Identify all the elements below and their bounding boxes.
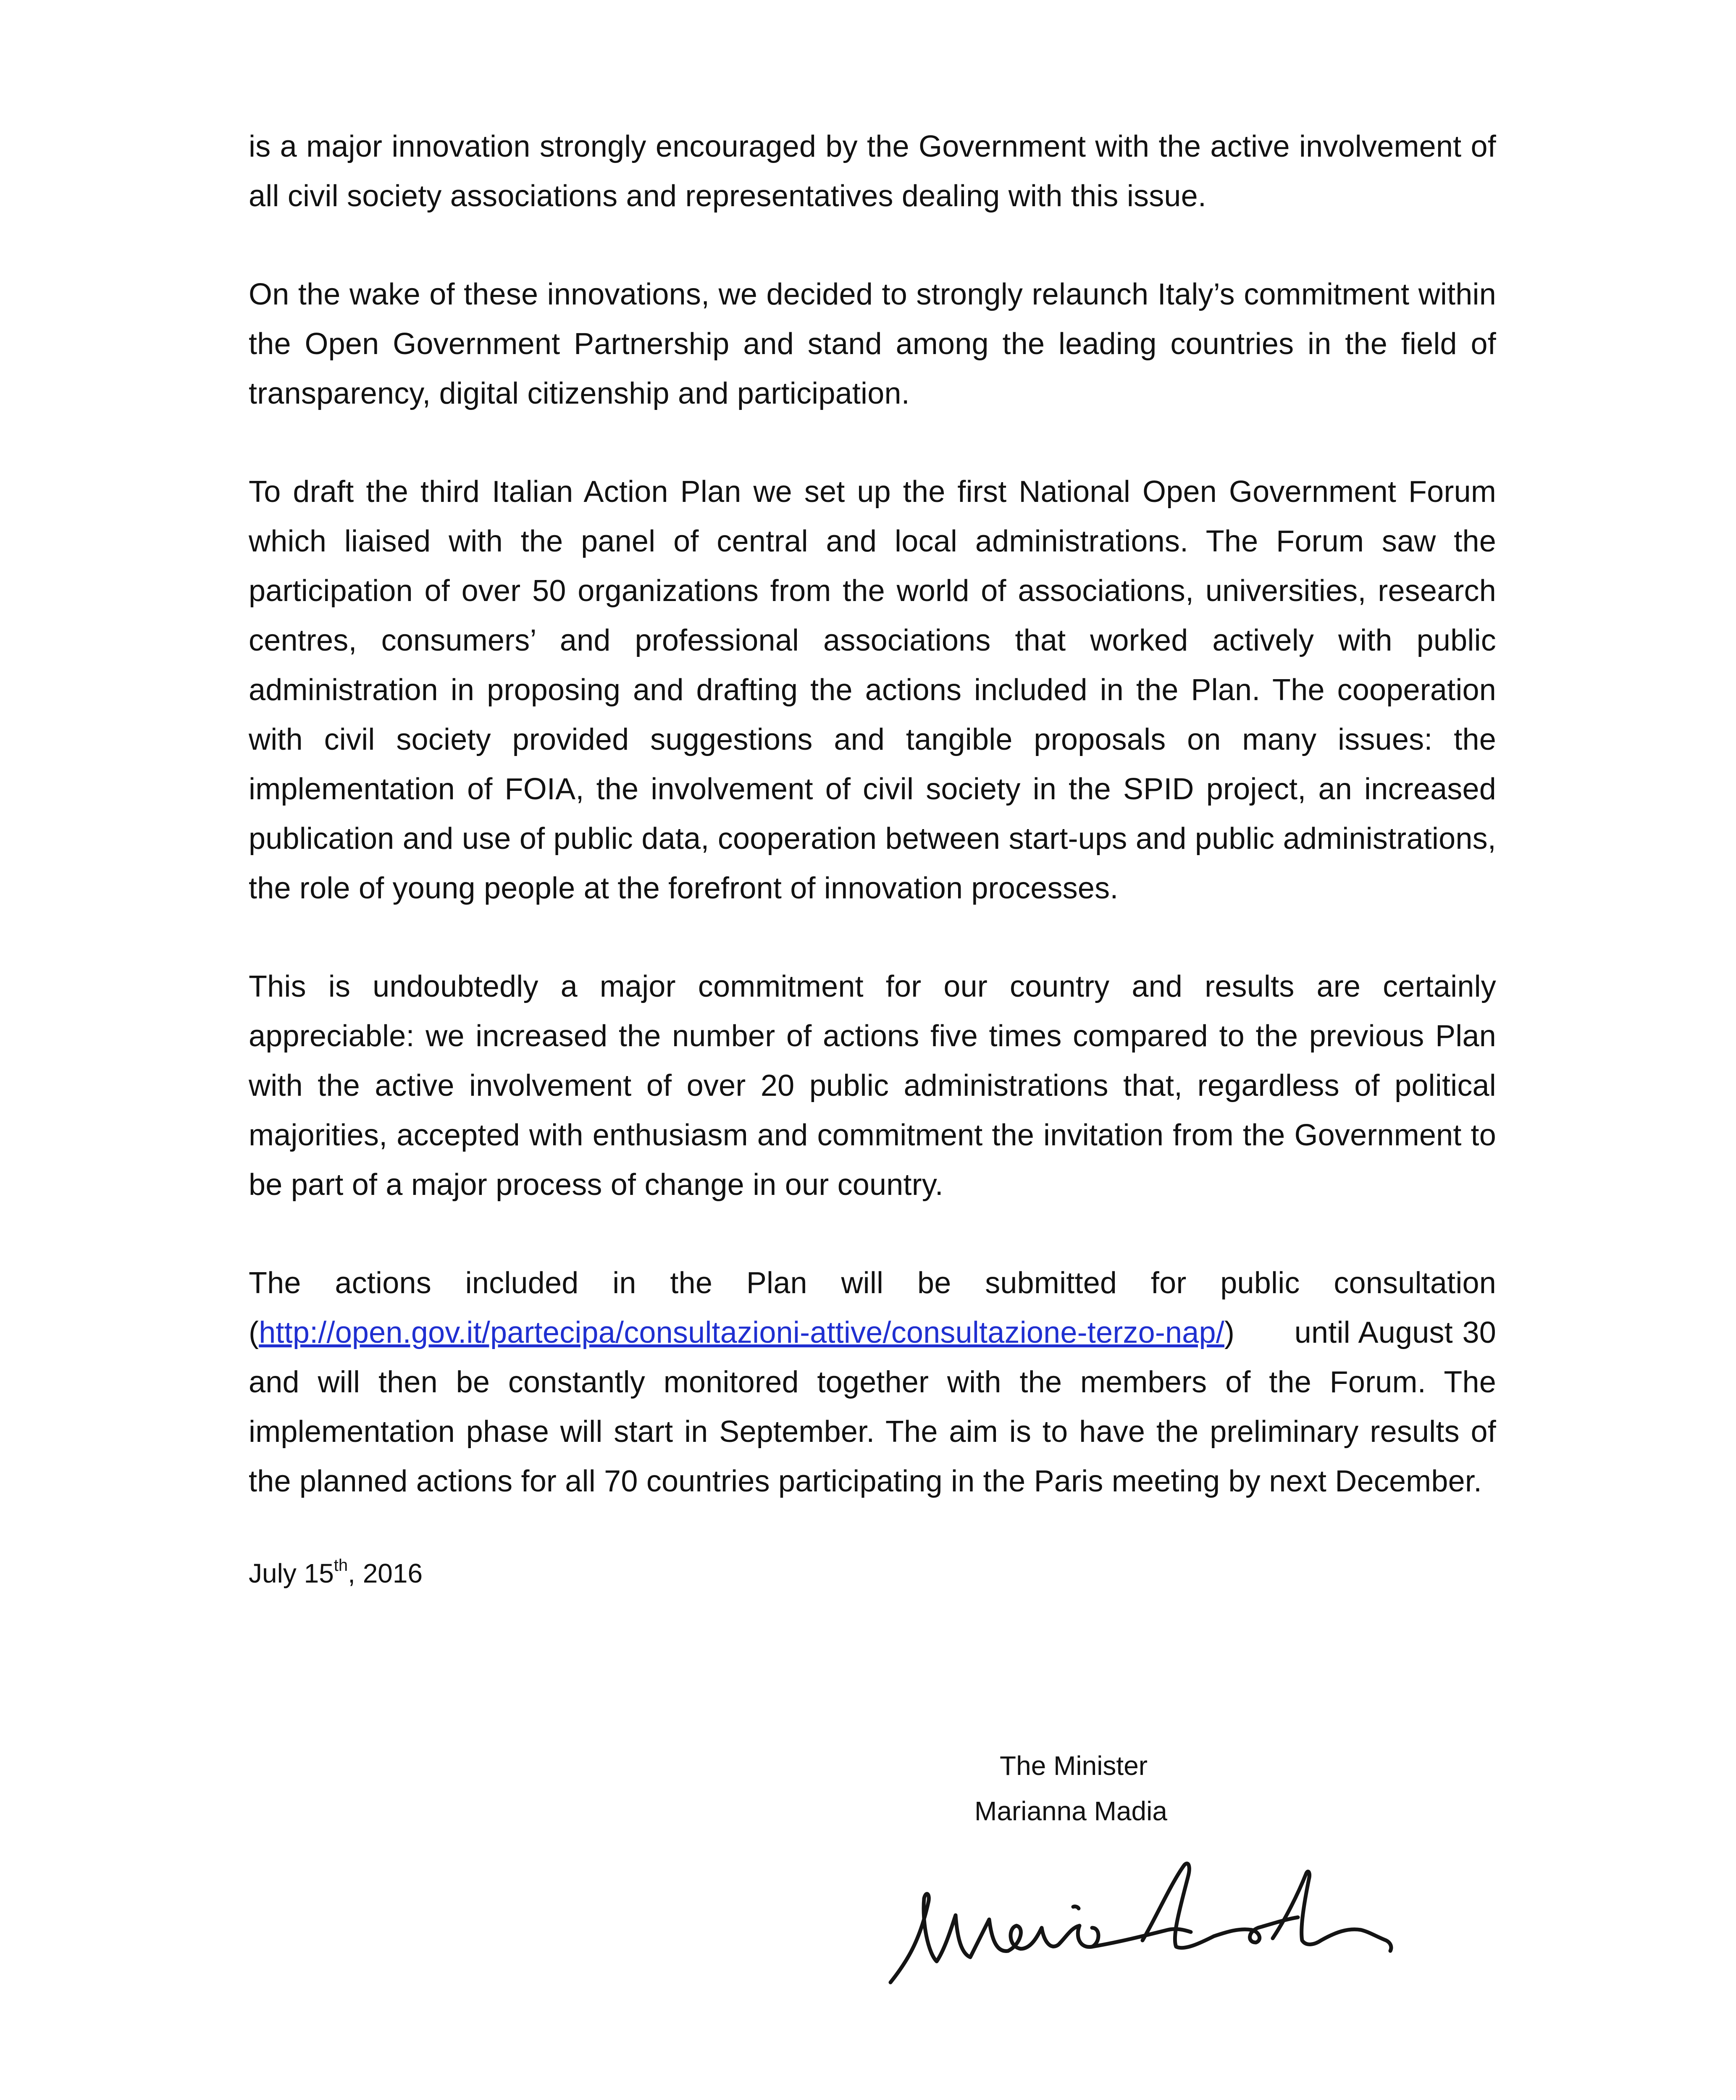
- signoff-name: Marianna Madia: [974, 1796, 1167, 1826]
- handwritten-signature-icon: [882, 1856, 1403, 1999]
- signoff-title: The Minister: [1000, 1751, 1148, 1781]
- date-year: , 2016: [348, 1558, 423, 1588]
- paragraph-5-start: The actions included in the Plan will be submitted for public consultation (: [249, 1266, 1496, 1349]
- paragraph-3: To draft the third Italian Action Plan we set up the first National Open Government Forum which liaised with the panel of central and local administrations. The Forum saw the participation of over 50 organizations from the world of associations, universities, research centres, consumers’ and professional associations that worked actively with public administration in proposing and drafting the actions included in the Plan. The cooperation with civil society provided suggestions and tangible proposals on many issues: the implementation of FOIA, the involvement of civil society in the SPID project, an increased publication and use of public data, cooperation between start-ups and public administrations, the role of young people at the forefront of innovation processes.: [249, 475, 1496, 905]
- date-ordinal-suffix: th: [334, 1556, 348, 1575]
- letter-body: [249, 122, 1496, 1594]
- paragraph-4: This is undoubtedly a major commitment for our country and results are certainly appreciable: we increased the number of actions five times compared to the previous Plan with the active involvement of over 20 public administrations that, regardless of political majorities, accepted with enthusiasm and commitment the invitation from the Government to be part of a major process of change in our country.: [249, 970, 1496, 1202]
- letter-date: [249, 1552, 1496, 1594]
- paragraph-2: On the wake of these innovations, we decided to strongly relaunch Italy’s commitment within the Open Government Partnership and stand among the leading countries in the field of transparency, digital citizenship and participation.: [249, 278, 1496, 410]
- signoff-block: [974, 1743, 1353, 1834]
- consultation-link[interactable]: http://open.gov.it/partecipa/consultazioni-attive/consultazione-terzo-nap/: [259, 1316, 1224, 1349]
- paragraph-1: is a major innovation strongly encouraged by the Government with the active involvement of all civil society associations and representatives dealing with this issue.: [249, 130, 1496, 213]
- paragraph-5-link-close: ): [1224, 1316, 1235, 1349]
- paragraph-5: [249, 1258, 1496, 1506]
- date-month-day: July 15: [249, 1558, 334, 1588]
- paragraph-5-end: until August 30 and will then be constantly monitored together with the members of the Forum. The implementation phase will start in September. The aim is to have the preliminary results of the planned actions for all 70 countries participating in the Paris meeting by next December.: [249, 1316, 1496, 1498]
